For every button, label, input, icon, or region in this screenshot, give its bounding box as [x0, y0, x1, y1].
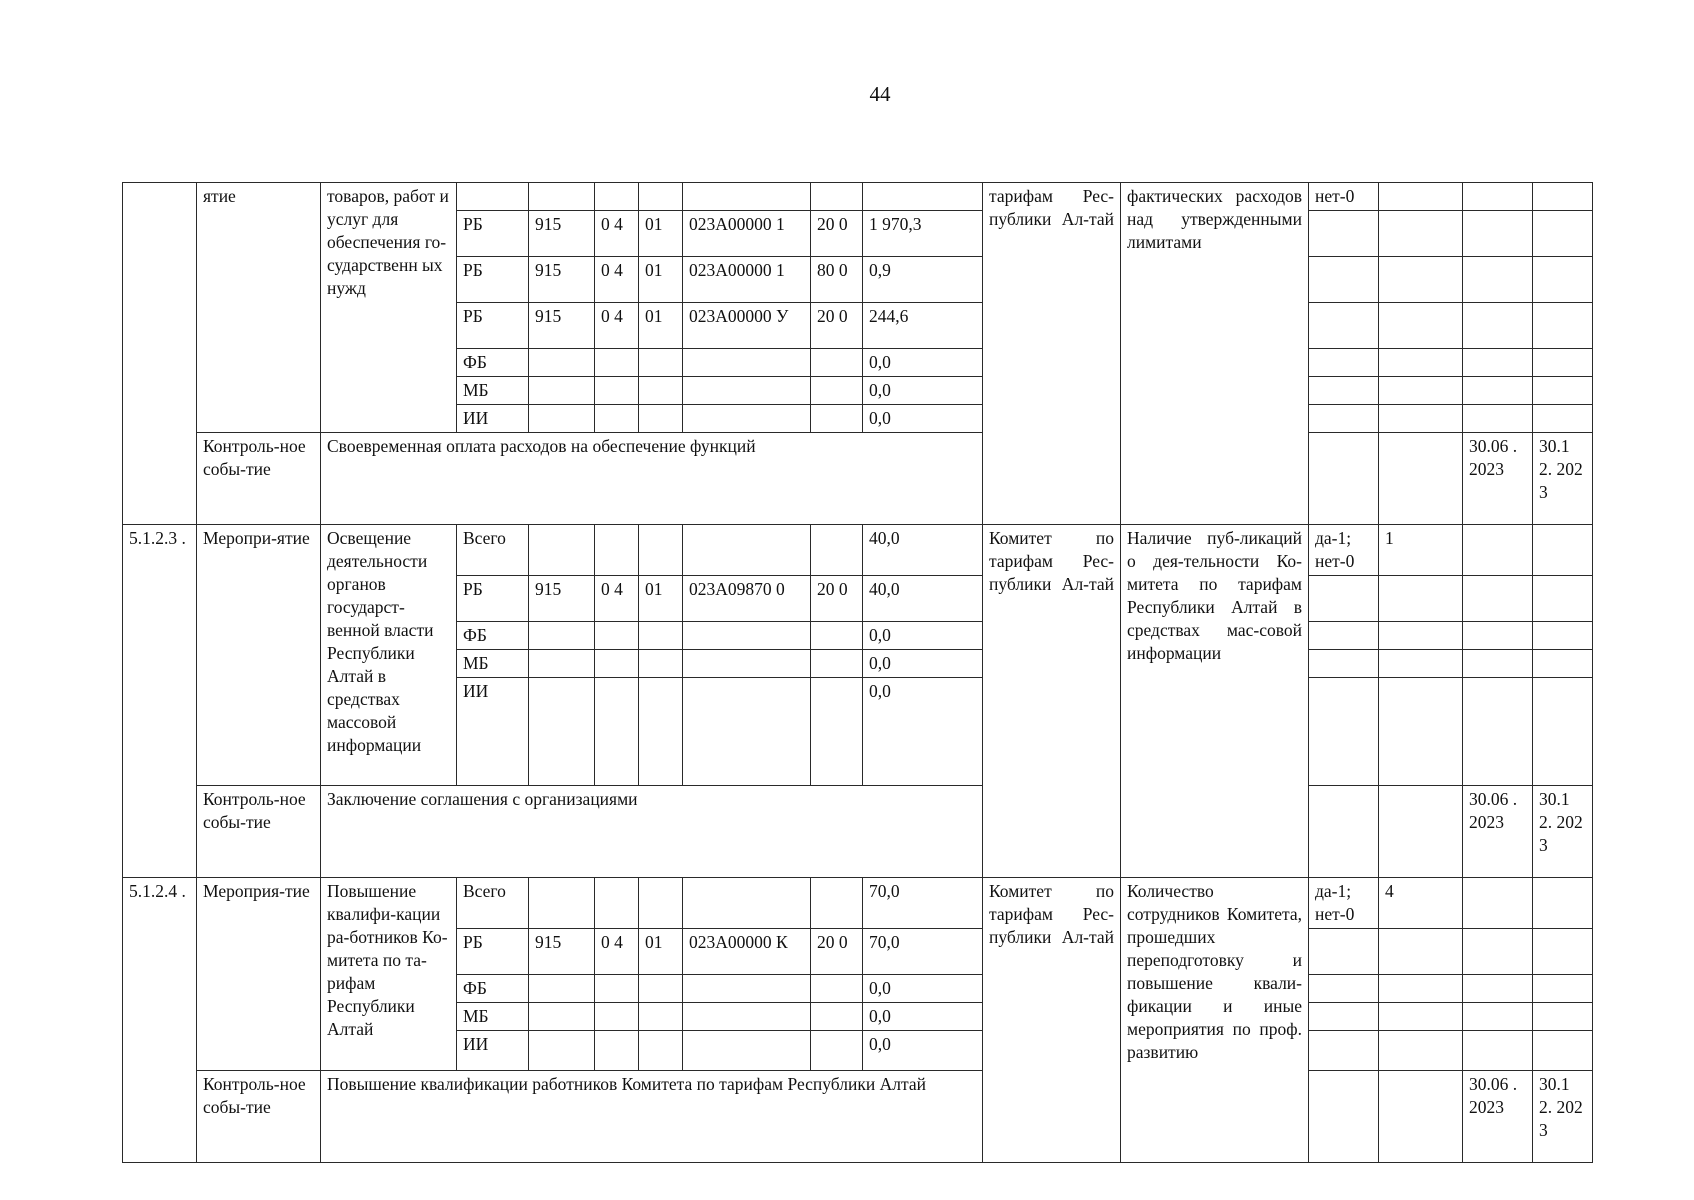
date-start-empty — [1463, 211, 1533, 257]
finance-amount: 0,9 — [863, 257, 983, 303]
finance-csr — [683, 1003, 811, 1031]
date-end-empty — [1533, 622, 1593, 650]
date-end-empty — [1533, 257, 1593, 303]
finance-vr: 80 0 — [811, 257, 863, 303]
finance-grbs — [529, 183, 595, 211]
date-end-empty — [1533, 678, 1593, 786]
finance-rz — [595, 377, 639, 405]
indicator-unit-empty — [1309, 975, 1379, 1003]
indicator-value-empty — [1379, 975, 1463, 1003]
indicator-unit-empty — [1309, 1003, 1379, 1031]
finance-amount: 0,0 — [863, 622, 983, 650]
finance-pr — [639, 1003, 683, 1031]
indicator-value-empty — [1379, 1071, 1463, 1163]
measure-name: Повышение квалифи-кации ра-ботников Ко-митета по та-рифам Республики Алтай — [321, 878, 457, 1071]
date-end: 30.1 2. 202 3 — [1533, 786, 1593, 878]
date-start-empty — [1463, 525, 1533, 576]
finance-grbs — [529, 650, 595, 678]
finance-rz: 0 4 — [595, 929, 639, 975]
date-end-empty — [1533, 650, 1593, 678]
finance-pr: 01 — [639, 929, 683, 975]
finance-pr — [639, 377, 683, 405]
finance-amount: 40,0 — [863, 525, 983, 576]
finance-src: ФБ — [457, 975, 529, 1003]
finance-rz — [595, 349, 639, 377]
date-start-empty — [1463, 257, 1533, 303]
measure-number: 5.1.2.4 . — [123, 878, 197, 1163]
finance-grbs: 915 — [529, 211, 595, 257]
finance-vr — [811, 622, 863, 650]
finance-amount: 0,0 — [863, 975, 983, 1003]
indicator-unit-empty — [1309, 303, 1379, 349]
date-end-empty — [1533, 211, 1593, 257]
finance-csr — [683, 650, 811, 678]
finance-amount: 0,0 — [863, 678, 983, 786]
control-event-row — [123, 786, 1593, 878]
finance-vr — [811, 975, 863, 1003]
finance-pr — [639, 183, 683, 211]
indicator-unit-empty — [1309, 576, 1379, 622]
finance-csr: 023А00000 1 — [683, 257, 811, 303]
date-end-empty — [1533, 525, 1593, 576]
finance-pr — [639, 349, 683, 377]
measure-type: Меропри-ятие — [197, 525, 321, 786]
executor: тарифам Рес-публики Ал-тай — [983, 183, 1121, 525]
finance-amount: 0,0 — [863, 377, 983, 405]
indicator-unit-empty — [1309, 377, 1379, 405]
indicator-unit-empty — [1309, 349, 1379, 377]
date-start-empty — [1463, 878, 1533, 929]
finance-vr — [811, 525, 863, 576]
date-end: 30.1 2. 202 3 — [1533, 1071, 1593, 1163]
indicator-value-empty — [1379, 377, 1463, 405]
table-row — [123, 525, 1593, 576]
finance-grbs — [529, 622, 595, 650]
finance-rz — [595, 975, 639, 1003]
page-number: 44 — [869, 82, 891, 106]
finance-src: ИИ — [457, 1031, 529, 1071]
finance-vr: 20 0 — [811, 303, 863, 349]
finance-vr — [811, 650, 863, 678]
control-event-label: Контроль-ное собы-тие — [197, 433, 321, 525]
finance-amount: 40,0 — [863, 576, 983, 622]
measure-type: ятие — [197, 183, 321, 433]
finance-rz: 0 4 — [595, 257, 639, 303]
finance-rz — [595, 622, 639, 650]
indicator-unit-empty — [1309, 678, 1379, 786]
indicator-unit: нет-0 — [1309, 183, 1379, 211]
indicator-value-empty — [1379, 1031, 1463, 1071]
indicator-value-empty — [1379, 257, 1463, 303]
control-event-label: Контроль-ное собы-тие — [197, 786, 321, 878]
finance-pr: 01 — [639, 303, 683, 349]
finance-csr — [683, 349, 811, 377]
finance-pr — [639, 525, 683, 576]
finance-rz — [595, 678, 639, 786]
finance-amount: 70,0 — [863, 929, 983, 975]
date-end-empty — [1533, 405, 1593, 433]
finance-grbs: 915 — [529, 303, 595, 349]
date-start-empty — [1463, 975, 1533, 1003]
finance-pr: 01 — [639, 257, 683, 303]
finance-src: РБ — [457, 929, 529, 975]
measure-name: Освещение деятельности органов государст-венной власти Республики Алтай в средствах массовой информации — [321, 525, 457, 786]
finance-vr — [811, 377, 863, 405]
indicator-value-empty — [1379, 650, 1463, 678]
measure-name: товаров, работ и услуг для обеспечения го-сударственн ых нужд — [321, 183, 457, 433]
date-end-empty — [1533, 303, 1593, 349]
finance-rz — [595, 1003, 639, 1031]
date-start-empty — [1463, 678, 1533, 786]
date-end-empty — [1533, 929, 1593, 975]
finance-rz — [595, 525, 639, 576]
finance-amount: 0,0 — [863, 1031, 983, 1071]
finance-grbs — [529, 878, 595, 929]
indicator-value-empty — [1379, 1003, 1463, 1031]
finance-amount: 0,0 — [863, 650, 983, 678]
indicator-value: 4 — [1379, 878, 1463, 929]
date-end-empty — [1533, 878, 1593, 929]
finance-grbs — [529, 349, 595, 377]
date-start-empty — [1463, 349, 1533, 377]
finance-vr — [811, 349, 863, 377]
measure-number: 5.1.2.3 . — [123, 525, 197, 878]
indicator-value: 1 — [1379, 525, 1463, 576]
finance-rz — [595, 183, 639, 211]
control-event-row — [123, 433, 1593, 525]
finance-grbs: 915 — [529, 929, 595, 975]
finance-csr: 023А00000 У — [683, 303, 811, 349]
date-end-empty — [1533, 576, 1593, 622]
indicator-value-empty — [1379, 622, 1463, 650]
indicator-value-empty — [1379, 211, 1463, 257]
date-start: 30.06 . 2023 — [1463, 1071, 1533, 1163]
finance-grbs: 915 — [529, 576, 595, 622]
table-row — [123, 183, 1593, 211]
date-start-empty — [1463, 929, 1533, 975]
finance-rz: 0 4 — [595, 211, 639, 257]
finance-vr: 20 0 — [811, 929, 863, 975]
date-end-empty — [1533, 1031, 1593, 1071]
finance-src: РБ — [457, 257, 529, 303]
finance-src: Всего — [457, 878, 529, 929]
finance-vr: 20 0 — [811, 576, 863, 622]
finance-csr — [683, 405, 811, 433]
finance-grbs — [529, 678, 595, 786]
finance-grbs — [529, 1031, 595, 1071]
executor: Комитет по тарифам Рес-публики Ал-тай — [983, 525, 1121, 878]
finance-vr — [811, 405, 863, 433]
finance-src: МБ — [457, 377, 529, 405]
date-end-empty — [1533, 349, 1593, 377]
finance-pr — [639, 678, 683, 786]
finance-csr — [683, 377, 811, 405]
indicator-name: Наличие пуб-ликаций о дея-тельности Ко-митета по тарифам Республики Алтай в средствах мас-совой информации — [1121, 525, 1309, 878]
finance-vr — [811, 1003, 863, 1031]
finance-src: МБ — [457, 650, 529, 678]
finance-amount: 0,0 — [863, 405, 983, 433]
finance-src: ФБ — [457, 349, 529, 377]
finance-vr — [811, 183, 863, 211]
finance-rz — [595, 878, 639, 929]
indicator-value-empty — [1379, 929, 1463, 975]
finance-rz — [595, 1031, 639, 1071]
finance-amount: 0,0 — [863, 349, 983, 377]
finance-pr — [639, 878, 683, 929]
finance-pr: 01 — [639, 576, 683, 622]
measures-table — [122, 182, 1593, 1163]
indicator-value-empty — [1379, 576, 1463, 622]
finance-pr: 01 — [639, 211, 683, 257]
indicator-unit-empty — [1309, 257, 1379, 303]
indicator-value-empty — [1379, 303, 1463, 349]
executor: Комитет по тарифам Рес-публики Ал-тай — [983, 878, 1121, 1163]
finance-amount: 1 970,3 — [863, 211, 983, 257]
indicator-value-empty — [1379, 349, 1463, 377]
finance-csr: 023А00000 1 — [683, 211, 811, 257]
finance-src: РБ — [457, 303, 529, 349]
indicator-unit-empty — [1309, 929, 1379, 975]
finance-amount: 0,0 — [863, 1003, 983, 1031]
table-body — [123, 183, 1593, 1163]
indicator-unit-empty — [1309, 786, 1379, 878]
finance-vr: 20 0 — [811, 211, 863, 257]
finance-src: ФБ — [457, 622, 529, 650]
control-event-label: Контроль-ное собы-тие — [197, 1071, 321, 1163]
finance-vr — [811, 878, 863, 929]
date-start-empty — [1463, 405, 1533, 433]
finance-csr: 023А00000 К — [683, 929, 811, 975]
measure-type: Мероприя-тие — [197, 878, 321, 1071]
indicator-unit-empty — [1309, 405, 1379, 433]
table-row — [123, 878, 1593, 929]
finance-amount: 70,0 — [863, 878, 983, 929]
date-start: 30.06 . 2023 — [1463, 433, 1533, 525]
date-start-empty — [1463, 303, 1533, 349]
indicator-unit-empty — [1309, 622, 1379, 650]
control-event-text: Заключение соглашения с организациями — [321, 786, 983, 878]
finance-src: ИИ — [457, 405, 529, 433]
finance-grbs — [529, 975, 595, 1003]
finance-rz: 0 4 — [595, 303, 639, 349]
finance-rz — [595, 405, 639, 433]
finance-pr — [639, 1031, 683, 1071]
date-start-empty — [1463, 183, 1533, 211]
finance-grbs — [529, 377, 595, 405]
date-end-empty — [1533, 1003, 1593, 1031]
date-end-empty — [1533, 975, 1593, 1003]
indicator-value-empty — [1379, 786, 1463, 878]
finance-src: МБ — [457, 1003, 529, 1031]
date-start-empty — [1463, 377, 1533, 405]
control-event-text: Своевременная оплата расходов на обеспечение функций — [321, 433, 983, 525]
indicator-unit-empty — [1309, 1031, 1379, 1071]
finance-grbs — [529, 1003, 595, 1031]
indicator-name: Количество сотрудников Комитета, прошедших переподготовку и повышение квали-фикации и иные мероприятия по проф. развитию — [1121, 878, 1309, 1163]
finance-pr — [639, 622, 683, 650]
finance-csr — [683, 622, 811, 650]
finance-csr — [683, 678, 811, 786]
date-start-empty — [1463, 622, 1533, 650]
date-start: 30.06 . 2023 — [1463, 786, 1533, 878]
indicator-unit-empty — [1309, 433, 1379, 525]
finance-rz — [595, 650, 639, 678]
control-event-text: Повышение квалификации работников Комитета по тарифам Республики Алтай — [321, 1071, 983, 1163]
finance-csr — [683, 975, 811, 1003]
date-start-empty — [1463, 576, 1533, 622]
indicator-value-empty — [1379, 433, 1463, 525]
date-start-empty — [1463, 650, 1533, 678]
date-end-empty — [1533, 377, 1593, 405]
finance-grbs — [529, 525, 595, 576]
finance-src: РБ — [457, 576, 529, 622]
measure-number — [123, 183, 197, 525]
indicator-unit-empty — [1309, 650, 1379, 678]
finance-csr — [683, 1031, 811, 1071]
indicator-unit: да-1; нет-0 — [1309, 878, 1379, 929]
finance-csr — [683, 878, 811, 929]
date-end-empty — [1533, 183, 1593, 211]
finance-grbs — [529, 405, 595, 433]
finance-src: ИИ — [457, 678, 529, 786]
finance-csr — [683, 525, 811, 576]
indicator-value-empty — [1379, 405, 1463, 433]
finance-pr — [639, 650, 683, 678]
finance-src — [457, 183, 529, 211]
finance-src: Всего — [457, 525, 529, 576]
finance-vr — [811, 1031, 863, 1071]
finance-csr — [683, 183, 811, 211]
finance-amount: 244,6 — [863, 303, 983, 349]
indicator-unit: да-1; нет-0 — [1309, 525, 1379, 576]
indicator-name: фактических расходов над утвержденными лимитами — [1121, 183, 1309, 525]
finance-csr: 023А09870 0 — [683, 576, 811, 622]
finance-rz: 0 4 — [595, 576, 639, 622]
date-end: 30.1 2. 202 3 — [1533, 433, 1593, 525]
date-start-empty — [1463, 1031, 1533, 1071]
indicator-value-empty — [1379, 678, 1463, 786]
finance-vr — [811, 678, 863, 786]
finance-pr — [639, 405, 683, 433]
control-event-row — [123, 1071, 1593, 1163]
finance-grbs: 915 — [529, 257, 595, 303]
indicator-unit-empty — [1309, 211, 1379, 257]
finance-pr — [639, 975, 683, 1003]
indicator-value — [1379, 183, 1463, 211]
indicator-unit-empty — [1309, 1071, 1379, 1163]
finance-src: РБ — [457, 211, 529, 257]
date-start-empty — [1463, 1003, 1533, 1031]
finance-amount — [863, 183, 983, 211]
